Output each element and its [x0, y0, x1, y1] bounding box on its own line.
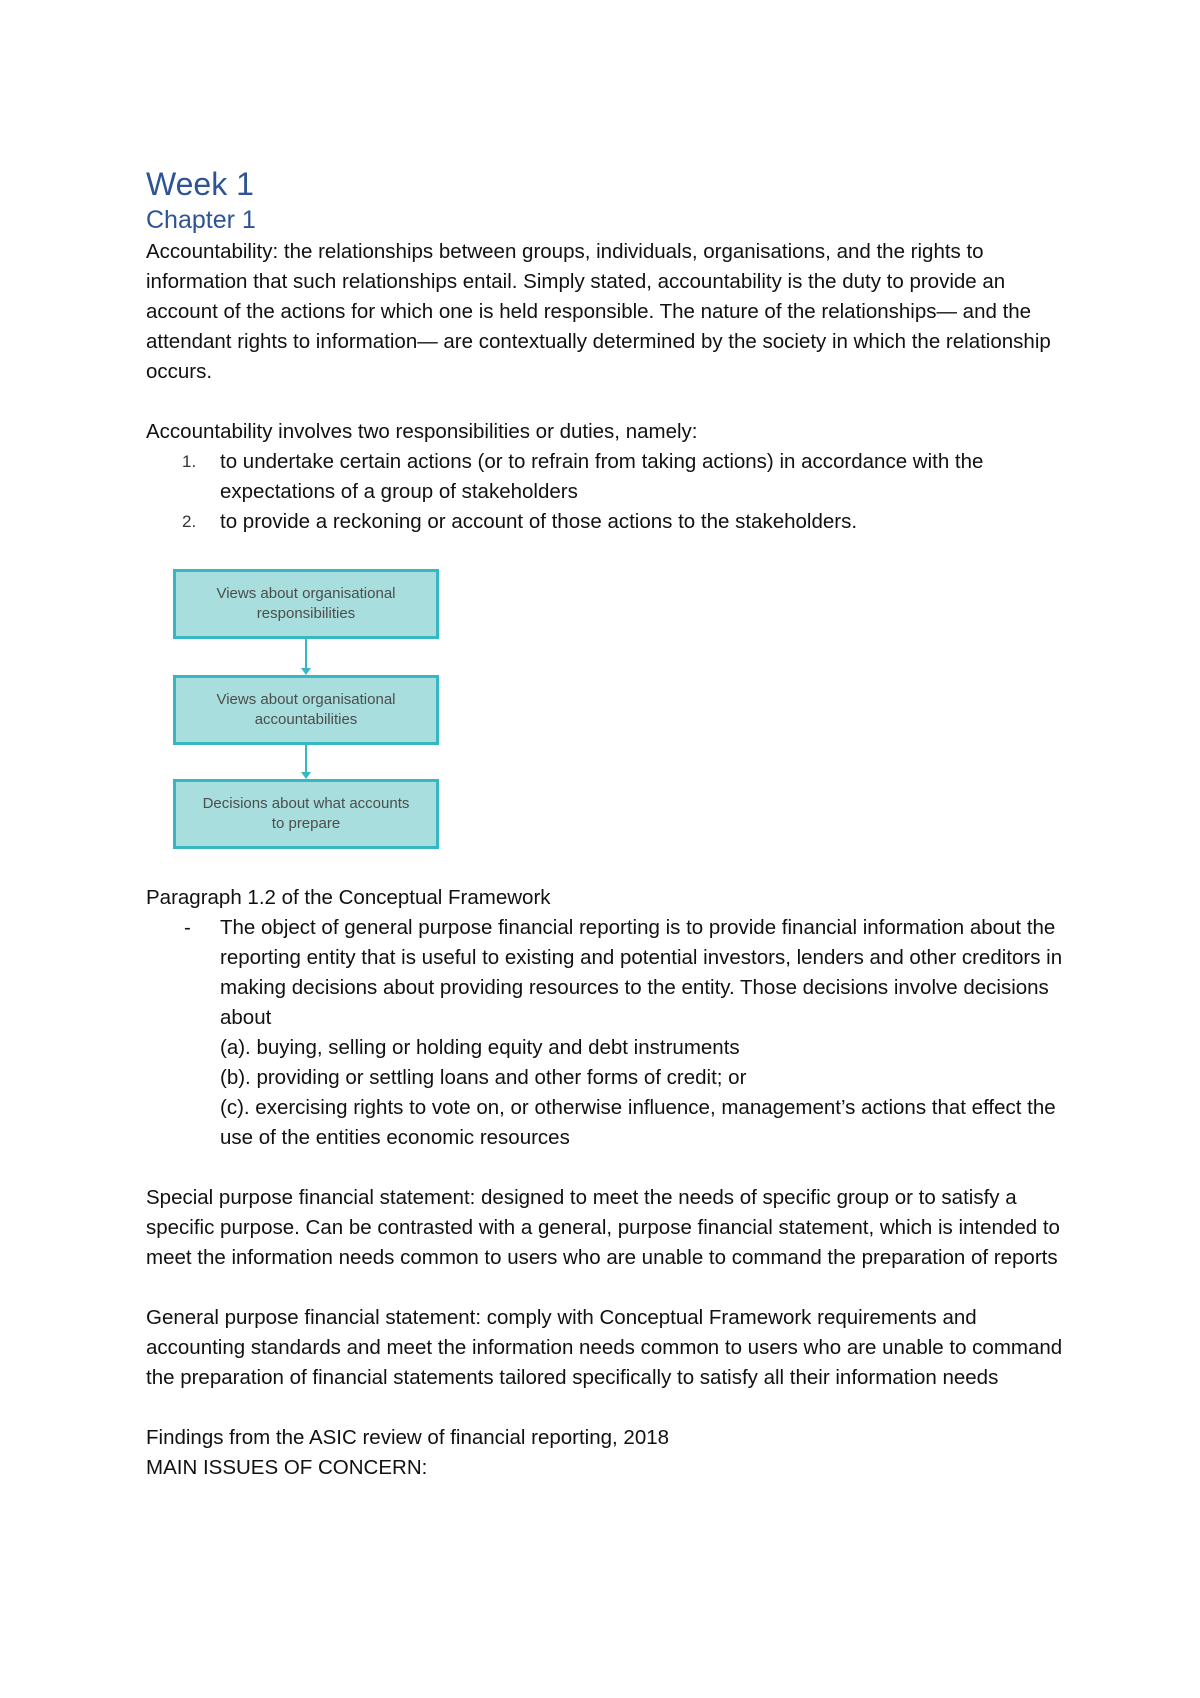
list-subitem: (c). exercising rights to vote on, or otherwise influence, management’s actions that effect the use of the entities economic resources — [220, 1096, 1056, 1149]
flowchart-box-label: Views about organisational accountabilities — [216, 691, 396, 728]
flowchart-box-responsibilities — [173, 569, 439, 639]
flowchart-box-label: Views about organisational responsibilities — [216, 585, 396, 622]
framework-list — [146, 913, 1066, 1153]
list-number: 2. — [182, 512, 197, 531]
special-purpose-definition: Special purpose financial statement: designed to meet the needs of specific group or to satisfy a specific purpose. Can be contrasted with a general, purpose financial statement, which is intended to meet the information needs common to users who are unable to command the preparation of reports — [146, 1186, 1060, 1269]
general-purpose-definition: General purpose financial statement: comply with Conceptual Framework requirements and accounting standards and meet the information needs common to users who are unable to command the preparation of financial statements tailored specifically to satisfy all their information needs — [146, 1306, 1063, 1389]
document-page — [146, 165, 1066, 1483]
page-title: Week 1 — [146, 166, 254, 202]
list-subitem: (a). buying, selling or holding equity and debt instruments — [220, 1036, 740, 1059]
flowchart-box-accountabilities — [173, 675, 439, 745]
arrow-down-icon — [301, 668, 311, 675]
duties-list — [146, 447, 1066, 537]
list-subitem: (b). providing or settling loans and other forms of credit; or — [220, 1066, 747, 1089]
flowchart-box-label: Decisions about what accounts to prepare — [202, 795, 410, 832]
spacer — [146, 1393, 1066, 1423]
chapter-heading: Chapter 1 — [146, 206, 256, 234]
accountability-definition: Accountability: the relationships between groups, individuals, organisations, and the rights to information that such relationships entail. Simply stated, accountability is the duty to provide an account of the actions for which one is held responsible. The nature of the relationships— and the attendant rights to information— are contextually determined by the society in which the relationship occurs. — [146, 240, 1051, 383]
spacer — [146, 1273, 1066, 1303]
arrow-down-icon — [301, 772, 311, 779]
duties-intro: Accountability involves two responsibilities or duties, namely: — [146, 420, 698, 443]
list-item — [146, 913, 1066, 1153]
accountability-flowchart — [173, 569, 473, 859]
dash-bullet: - — [184, 916, 191, 939]
list-item — [146, 447, 1066, 507]
flowchart-box-decisions — [173, 779, 439, 849]
list-item-text: to undertake certain actions (or to refrain from taking actions) in accordance with the expectations of a group of stakeholders — [220, 450, 984, 503]
spacer — [146, 387, 1066, 417]
list-item-text: The object of general purpose financial reporting is to provide financial information about the reporting entity that is useful to existing and potential investors, lenders and other creditors in making decisions about providing resources to the entity. Those decisions involve decisions about — [220, 916, 1063, 1029]
main-issues-heading: MAIN ISSUES OF CONCERN: — [146, 1456, 428, 1479]
list-item — [146, 507, 1066, 537]
findings-title: Findings from the ASIC review of financial reporting, 2018 — [146, 1426, 670, 1449]
list-item-text: to provide a reckoning or account of those actions to the stakeholders. — [220, 510, 858, 533]
paragraph-title: Paragraph 1.2 of the Conceptual Framework — [146, 886, 551, 909]
spacer — [146, 1153, 1066, 1183]
list-number: 1. — [182, 452, 197, 471]
